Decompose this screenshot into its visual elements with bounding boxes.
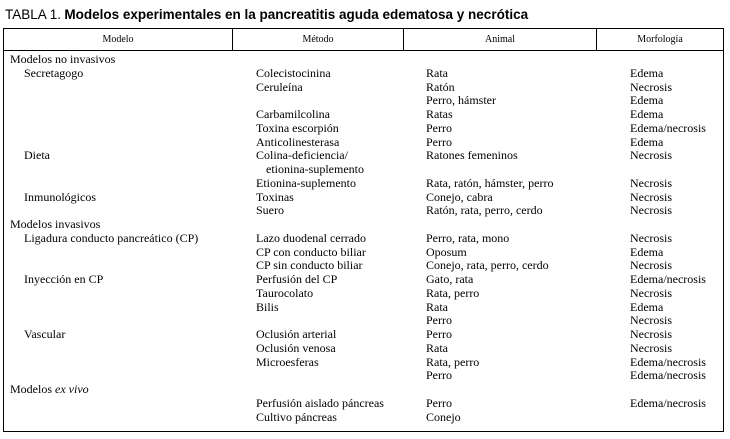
cell-metodo: Toxinas — [256, 189, 294, 204]
cell-morfologia: Edema/necrosis — [630, 272, 706, 286]
cell-animal: Perro — [426, 134, 452, 149]
table-row — [4, 287, 723, 301]
cell-metodo: Ceruleína — [256, 79, 303, 94]
table-row — [4, 149, 723, 163]
table-title: Modelos experimentales en la pancreatitis aguda edematosa y necrótica — [64, 7, 529, 22]
cell-animal: Perro — [426, 368, 452, 383]
cell-animal: Oposum — [426, 244, 467, 259]
cell-morfologia: Necrosis — [630, 203, 672, 218]
cell-modelo: Inmunológicos — [24, 189, 96, 204]
cell-morfologia: Necrosis — [630, 230, 672, 245]
table-row — [4, 218, 723, 232]
table-row — [4, 191, 723, 205]
cell-metodo: Cultivo páncreas — [256, 409, 337, 424]
cell-morfologia: Edema/necrosis — [630, 354, 706, 369]
cell-modelo: Vascular — [24, 327, 66, 341]
cell-morfologia: Edema — [630, 299, 664, 314]
table-row — [4, 328, 723, 342]
cell-animal: Conejo, cabra — [426, 189, 493, 204]
cell-morfologia: Edema — [630, 244, 664, 259]
cell-metodo: Suero — [256, 203, 284, 218]
cell-morfologia: Necrosis — [630, 285, 672, 300]
cell-metodo: Perfusión aislado páncreas — [256, 395, 384, 410]
cell-animal: Ratón, rata, perro, cerdo — [426, 203, 543, 218]
cell-morfologia: Necrosis — [630, 258, 672, 273]
cell-metodo: Lazo duodenal cerrado — [256, 230, 366, 245]
table-row — [4, 301, 723, 315]
table-row — [4, 246, 723, 260]
cell-animal: Rata — [426, 340, 448, 355]
cell-metodo: Etionina-suplemento — [256, 175, 356, 190]
header-modelo: Modelo — [4, 29, 233, 50]
cell-animal: Perro — [426, 327, 452, 341]
cell-animal: Perro — [426, 313, 452, 328]
cell-modelo: Inyección en CP — [24, 272, 104, 286]
header-metodo: Método — [233, 29, 404, 50]
cell-morfologia: Necrosis — [630, 175, 672, 190]
cell-morfologia: Necrosis — [630, 327, 672, 341]
header-morfologia: Morfología — [637, 34, 683, 45]
cell-modelo: Secretagogo — [24, 65, 84, 80]
cell-metodo: CP sin conducto biliar — [256, 258, 363, 273]
cell-modelo: Dieta — [24, 148, 50, 163]
table-row — [4, 177, 723, 191]
table-row — [4, 122, 723, 136]
cell-morfologia: Necrosis — [630, 313, 672, 328]
table-row — [4, 53, 723, 67]
cell-animal: Rata, perro — [426, 354, 480, 369]
table-row — [4, 342, 723, 356]
table-row — [4, 314, 723, 328]
table-row — [4, 273, 723, 287]
table-row — [4, 94, 723, 108]
cell-metodo: Colina-deficiencia/ — [256, 148, 348, 163]
cell-metodo: Taurocolato — [256, 285, 314, 300]
table-row — [4, 397, 723, 411]
cell-morfologia: Necrosis — [630, 340, 672, 355]
section-heading-italic: ex vivo — [55, 382, 89, 396]
table-row — [4, 136, 723, 150]
cell-animal: Perro — [426, 395, 452, 410]
table-row — [4, 67, 723, 81]
cell-morfologia: Edema/necrosis — [630, 395, 706, 410]
cell-animal: Perro, rata, mono — [426, 230, 510, 245]
table-row — [4, 163, 723, 177]
table-row — [4, 383, 723, 397]
section-heading — [10, 383, 89, 397]
cell-morfologia: Necrosis — [630, 189, 672, 204]
cell-animal: Conejo — [426, 409, 461, 424]
cell-morfologia: Edema — [630, 107, 664, 121]
cell-animal: Rata — [426, 299, 448, 314]
table-row — [4, 369, 723, 383]
cell-morfologia: Edema — [630, 93, 664, 108]
table-frame — [3, 28, 724, 432]
cell-animal: Rata — [426, 65, 448, 80]
section-heading: Modelos invasivos — [10, 217, 101, 231]
cell-metodo: CP con conducto biliar — [256, 244, 366, 259]
section-heading-prefix: Modelos — [10, 382, 55, 396]
section-heading: Modelos no invasivos — [10, 52, 116, 66]
cell-metodo: Toxina escorpión — [256, 120, 339, 135]
cell-animal: Rata, ratón, hámster, perro — [426, 175, 554, 190]
cell-metodo: Microesferas — [256, 354, 319, 369]
cell-morfologia: Edema/necrosis — [630, 120, 706, 135]
table-label: TABLA 1. — [5, 7, 62, 22]
cell-metodo: Colecistocinina — [256, 65, 331, 80]
table-row — [4, 232, 723, 246]
cell-metodo: Bilis — [256, 299, 279, 314]
cell-animal: Conejo, rata, perro, cerdo — [426, 258, 549, 273]
table-row — [4, 411, 723, 425]
cell-metodo: etionina-suplemento — [266, 162, 364, 176]
cell-animal: Ratones femeninos — [426, 148, 518, 163]
cell-metodo: Perfusión del CP — [256, 272, 338, 286]
table-row — [4, 108, 723, 122]
table-header-row — [4, 29, 723, 51]
cell-modelo: Ligadura conducto pancreático (CP) — [24, 230, 199, 245]
cell-animal: Ratón — [426, 79, 455, 94]
cell-morfologia: Edema — [630, 65, 664, 80]
cell-animal: Gato, rata — [426, 272, 474, 286]
cell-morfologia: Edema — [630, 134, 664, 149]
cell-animal: Ratas — [426, 107, 453, 121]
cell-morfologia: Necrosis — [630, 148, 672, 163]
table-row — [4, 356, 723, 370]
cell-animal: Perro — [426, 120, 452, 135]
cell-metodo: Oclusión arterial — [256, 327, 337, 341]
table-row — [4, 259, 723, 273]
cell-animal: Perro, hámster — [426, 93, 496, 108]
cell-metodo: Anticolinesterasa — [256, 134, 340, 149]
cell-morfologia: Edema/necrosis — [630, 368, 706, 383]
cell-metodo: Oclusión venosa — [256, 340, 336, 355]
cell-metodo: Carbamilcolina — [256, 107, 330, 121]
cell-animal: Rata, perro — [426, 285, 480, 300]
table-caption — [5, 6, 528, 24]
table-body — [4, 53, 723, 424]
cell-morfologia: Necrosis — [630, 79, 672, 94]
table-row — [4, 204, 723, 218]
header-animal: Animal — [404, 29, 597, 50]
table-row — [4, 81, 723, 95]
